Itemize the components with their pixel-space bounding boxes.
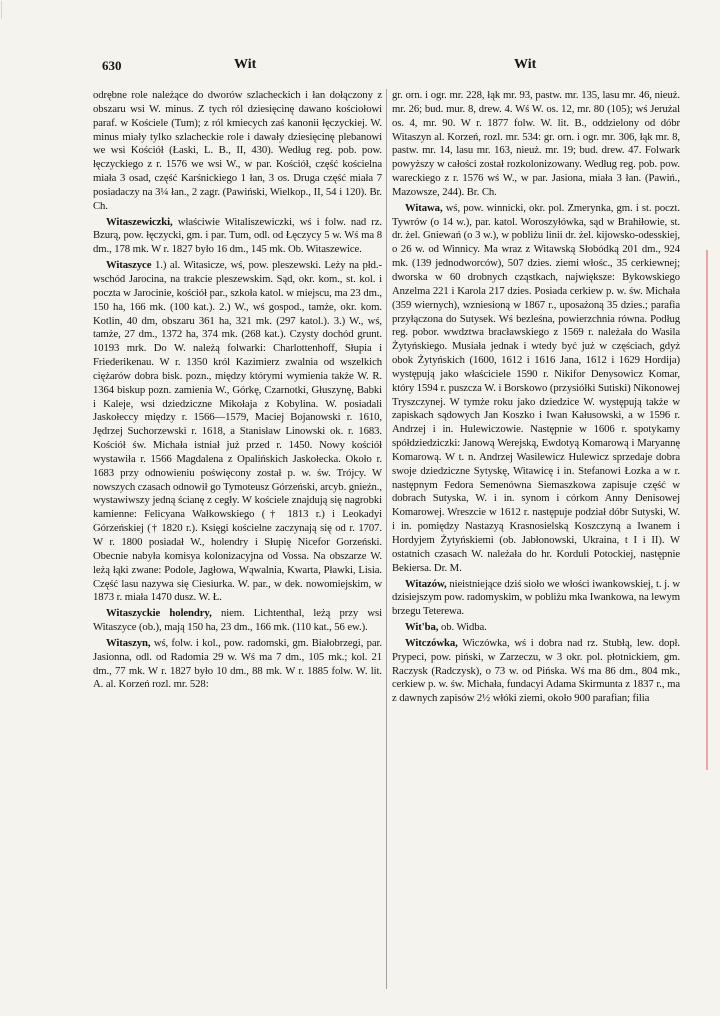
dictionary-entry: [392, 202, 680, 576]
dictionary-entry: [392, 578, 680, 620]
continuation-text: odrębne role należące do dworów szlacheckich i łan dołączony z obszaru wsi W. minus. Z tych ról dziesięcinę dawano kościołowi paraf. w Kościele (Tum); z ról kmiecych zaś kanonii łęczyckiej. W. minus miały tylko szlacheckie role i dawały dziesięcinę plebanowi we wsi Kościół (Łaski, L. B., II, 430). Według reg. pob. pow. łęczyckiego z r. 1576 we wsi W., w par. Kościół, część kościelna miała 3 osad, część Karśnickiego 1 łan, 3 os. Druga część miała 7 posiadaczy na 3¼ łan., 2 zagr. (Pawiński, Wielkop., II, 54 i 120). Br. Ch.: [93, 89, 382, 212]
column-divider: [386, 89, 387, 989]
running-head-right: Wit: [514, 57, 537, 72]
left-text-column: [93, 89, 382, 989]
entry-text: ob. Widba.: [441, 621, 487, 634]
entry-headword: Witawa,: [405, 201, 443, 214]
entry-text: niem. Lichtenthal, leżą przy wsi Witaszyce (ob.), mają 150 ha, 23 dm., 166 mk. (110 kat., 56 ew.).: [93, 607, 382, 634]
entry-headword: Witaszyckie holendry,: [106, 607, 212, 620]
running-head-left: Wit: [234, 57, 257, 72]
entry-headword: Witaszyce: [106, 259, 152, 272]
entry-text: wś, pow. winnicki, okr. pol. Zmerynka, gm. i st. poczt. Tywrów (o 14 w.), par. katol. Woroszyłówka, sąd w Brahiłowie, st. dr. żel. Gniewań (o 3 w.), w pobliżu linii dr. żel. kijowsko-odesskiej, o 26 w. od Winnicy. Ma wraz z Witawską Słobódką 201 dm., 924 mk. (139 jednodworców), 507 dzies. ziemi włośc., 35 cerkiewnej; dworska w 60 drobnych cząstkach, największe: Bykowskiego Anzelma 221 i Karola 217 dzies. Posiada cerkiew p. w. św. Michała (359 wiernych), wzniesioną w 1867 r., uposażoną 35 dzies.; parafia przyłączona do Sutysek. Wś bezleśna, powierzchnia równa. Podług reg. pobor. wwdztwa bracławskiego z 1569 r. należała do Wasila Żytyńskiego. Musiała jednak i wtedy być już w częściach, gdyż obok Żytyńskich (1600, 1612 i 1616 Jana, 1612 i 1629 Hordija) występują jako właściciele 1590 r. Nikifor Denysowicz Komar, który 1594 r. puszcza W. i Borskowo (przysiółki Sutiski) Nikonowej Tryszczynej. W tymże roku jako dziedzice W. występują także w zapiskach sądowych Jan Koszko i Iwan Kałusowski, a w 1596 r. Andrzej i in. Hulewiczowie. Następnie w 1606 r. spotykamy spółdziedziczki: Janową Werejską, Ewdotyą Komarową i Maryannę Komarową. W t. n. Andrzej Wasilewicz Hulewicz sprzedaje dobra swoje dziedziczne Sytyskę, Witawicę i in. Stefanowi Łozka a w r. następnym Fedora Semenówna Siemaszkowa zapisuje część w dobrach Sutyska, W. i in. synom i córkom Anny Denisowej Komarowej. Wreszcie w 1612 r. następuje podział dóbr Sutyski, W. i in. pomiędzy Nastazyą Krasnosielską Koszczyną a Iwanem i Hordyjem Żytyńskiemi (ob. Jabłonowski, Ukraina, t I i II). W ostatnich czasach W. należała do hr. Korduli Potockiej, następnie Bekiersa. Dr. M.: [392, 201, 680, 574]
dictionary-entry: [93, 607, 382, 635]
dictionary-entry: [93, 216, 382, 258]
entry-text: Wiczówka, wś i dobra nad rz. Stubłą, lew. dopł. Prypeci, pow. piński, w Zarzeczu, w 3 okr. pol. płotnickiem, gm. Raczysk (Radczysk), o 73 w. od Pińska. Wś ma 86 dm., 804 mk., cerkiew p. w. św. Michała, fundacyi Adama Skirmunta z 1837 r., ma z dawnych zapisów 2½ włóki ziemi, około 900 parafian; filia: [392, 636, 680, 705]
dictionary-entry: [392, 621, 680, 635]
entry-text: nieistniejące dziś sioło we włości iwankowskiej, t. j. w dzisiejszym pow. radomyskim, w pobliżu mka Iwankowa, na lewym brzegu Teterewa.: [392, 577, 680, 618]
scan-edge-mark: [706, 250, 708, 770]
entry-headword: Wit'ba,: [405, 621, 439, 634]
page-header: [88, 56, 668, 76]
scan-corner-mark: [1, 1, 14, 19]
dictionary-entry: [93, 637, 382, 692]
entry-headword: Witazów,: [405, 577, 447, 590]
left-column-continuation: [93, 89, 382, 214]
dictionary-entry: [93, 259, 382, 605]
entry-text: właściwie Witaliszewiczki, wś i folw. nad rz. Bzurą, pow. łęczycki, gm. i par. Tum, odl. od Łęczycy 5 w. Wś ma 8 dm., 178 mk. W r. 1827 było 16 dm., 145 mk. Ob. Witaszewice.: [93, 215, 382, 256]
entry-text: wś, folw. i kol., pow. radomski, gm. Białobrzegi, par. Jasionna, odl. od Radomia 29 w. Wś ma 7 dm., 105 mk.; kol. 21 dm., 77 mk. W r. 1827 było 10 dm., 88 mk. W r. 1885 folw. W. lit. A. al. Korzeń rozl. mr. 528:: [93, 636, 382, 691]
right-text-column: [392, 89, 680, 989]
right-column-continuation: [392, 89, 680, 200]
entry-text: 1.) al. Witasicze, wś, pow. pleszewski. Leży na płd.-wschód Jarocina, na trakcie pleszewskim. Sąd, okr. kom., st. kol. i poczta w Jarocinie, kościół par., szkoła katol. w miejscu, ma 23 dm., 150 ha, 166 mk. (100 kat.). 2.) W., wś gospod., tamże, okr. kom. Kotlin, 40 dm, obszaru 361 ha, 321 mk. (297 katol.). 3.) W., wś, tamże, 27 dm., 1372 ha, 374 mk. (268 kat.). Czysty dochód grunt. 10193 mrk. Do W. należą folwarki: Charlottenhoff, Słupia i Friederikenau. W r. 1350 król Kazimierz zwalnia od wszelkich ciężarów dobra bisk. pozn., między którymi wymienia także W. R. 1364 biskup pozn. zamienia W., Górkę, Czarnotki, Głuszynę, Babki i Kaleje, wsi dziedziczne Mikołaja z Kobylina. W. posiadali Jaskołeccy między r. 1566—1579, Maciej Bojanowski r. 1610, Jędrzej Suchorzewski r. 1618, a Stanisław Linowski ok. r. 1683. Kościół św. Michała istniał już przed r. 1450. Nowy kościół wystawiła r. 1566 Magdalena z Opalińskich Jaskołecka. Około r. 1683 przy odnowieniu poświęcony został p. w. św. Trójcy. W nowszych czasach odnowił go Tymoteusz Górzeński, arcyb. gnieźn., wystawiwszy jedną ścianę z cegły. W kościele znajdują się nagrobki kamienne: Felicyana Wałkowskiego († 1813 r.) i Leokadyi Górzeńskiej († 1820 r.). Księgi kościelne zaczynają się od r. 1707. W r. 1800 posiadał W., holendry i Słupię Nicefor Gorzeński. Obecnie nabyła komisya kolonizacyjna od Vossa. Na obszarze W. leżą łąki zwane: Podole, Jagłowa, Wąwalnia, Kwarta, Pławki, Lisia. Część lasu nazywa się Ciesiurka. W. par., w dek. nowomiejskim, w 1873 r. miała 1470 dusz. W. Ł.: [93, 259, 382, 604]
continuation-text: gr. orn. i ogr. mr. 228, łąk mr. 93, pastw. mr. 135, lasu mr. 46, nieuż. mr. 26; bud. mur. 8, drew. 4. Wś W. os. 12, mr. 80 (105); wś Jerużal os. 4, mr. 90. W r. 1877 folw. W. lit. B., oddzielony od dóbr Witaszyn al. Korzeń, rozl. mr. 534: gr. orn. i ogr. mr. 306, łąk mr. 8, pastw. mr. 14, lasu mr. 163, nieuż. mr. 19; bud. drew. 47. Folwark powyższy w całości został rozkolonizowany. Według reg. pob. pow. wareckiego z r. 1576 wś W., w par. Jasiona, miała 3 łan. (Pawiń., Mazowsze, 244). Br. Ch.: [392, 89, 680, 198]
dictionary-entry: [392, 637, 680, 706]
entry-headword: Witaszewiczki,: [106, 215, 173, 228]
page-number: 630: [102, 58, 122, 73]
entry-headword: Witaszyn,: [106, 636, 151, 649]
entry-headword: Witczówka,: [405, 636, 458, 649]
